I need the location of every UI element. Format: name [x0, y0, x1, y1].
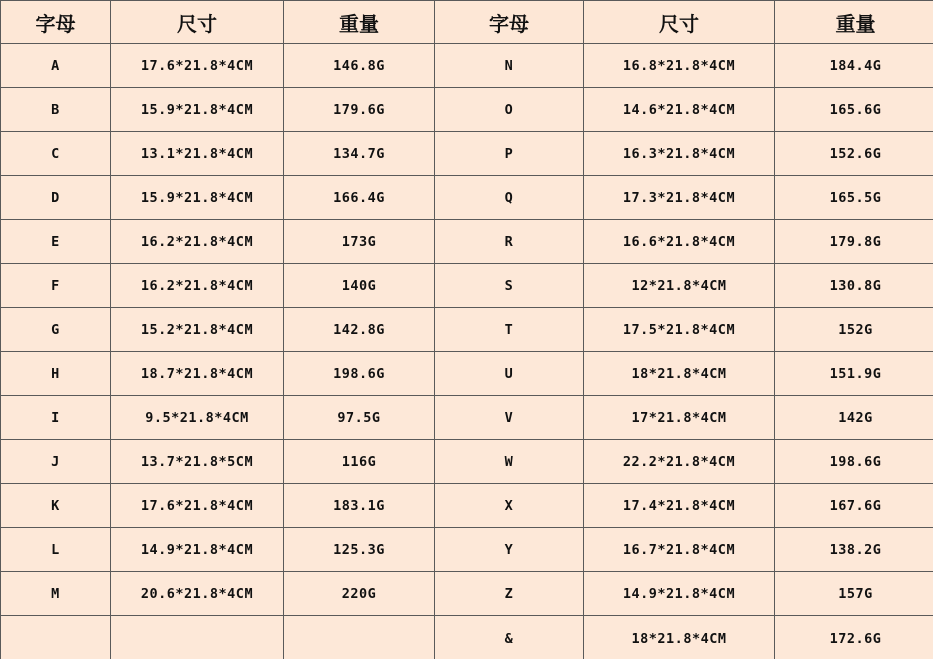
right-size-cell[interactable]: 12*21.8*4CM — [584, 264, 775, 308]
right-size-cell[interactable]: 16.8*21.8*4CM — [584, 44, 775, 88]
right-size-cell[interactable]: 17.5*21.8*4CM — [584, 308, 775, 352]
left-weight-cell[interactable]: 116G — [284, 440, 435, 484]
left-letter-cell[interactable]: E — [1, 220, 111, 264]
right-size-cell[interactable]: 16.6*21.8*4CM — [584, 220, 775, 264]
left-letter-cell[interactable]: F — [1, 264, 111, 308]
right-letter-cell[interactable]: W — [435, 440, 584, 484]
table-row — [1, 176, 933, 220]
right-size-cell[interactable]: 14.6*21.8*4CM — [584, 88, 775, 132]
right-weight-cell[interactable]: 172.6G — [775, 616, 933, 659]
right-size-cell[interactable]: 14.9*21.8*4CM — [584, 572, 775, 616]
table-row — [1, 220, 933, 264]
table-row — [1, 572, 933, 616]
right-weight-cell[interactable]: 138.2G — [775, 528, 933, 572]
table-row — [1, 88, 933, 132]
left-weight-cell[interactable]: 97.5G — [284, 396, 435, 440]
right-weight-cell[interactable]: 179.8G — [775, 220, 933, 264]
right-size-cell[interactable]: 16.3*21.8*4CM — [584, 132, 775, 176]
table-row — [1, 616, 933, 659]
header-weight-right[interactable]: 重量 — [775, 1, 933, 44]
header-size-right[interactable]: 尺寸 — [584, 1, 775, 44]
left-size-cell[interactable]: 16.2*21.8*4CM — [111, 220, 284, 264]
right-letter-cell[interactable]: O — [435, 88, 584, 132]
left-weight-cell[interactable]: 173G — [284, 220, 435, 264]
right-weight-cell[interactable]: 152.6G — [775, 132, 933, 176]
left-letter-cell[interactable]: B — [1, 88, 111, 132]
right-weight-cell[interactable]: 142G — [775, 396, 933, 440]
left-letter-cell[interactable]: C — [1, 132, 111, 176]
left-weight-cell[interactable] — [284, 616, 435, 659]
left-size-cell[interactable]: 15.2*21.8*4CM — [111, 308, 284, 352]
right-size-cell[interactable]: 18*21.8*4CM — [584, 352, 775, 396]
table-row — [1, 132, 933, 176]
left-weight-cell[interactable]: 146.8G — [284, 44, 435, 88]
header-row — [1, 1, 933, 44]
table-row — [1, 308, 933, 352]
table-row — [1, 440, 933, 484]
right-letter-cell[interactable]: N — [435, 44, 584, 88]
left-weight-cell[interactable]: 134.7G — [284, 132, 435, 176]
table-row — [1, 484, 933, 528]
header-weight-left[interactable]: 重量 — [284, 1, 435, 44]
left-weight-cell[interactable]: 166.4G — [284, 176, 435, 220]
left-letter-cell[interactable]: K — [1, 484, 111, 528]
right-weight-cell[interactable]: 184.4G — [775, 44, 933, 88]
right-letter-cell[interactable]: Z — [435, 572, 584, 616]
right-size-cell[interactable]: 17.3*21.8*4CM — [584, 176, 775, 220]
left-weight-cell[interactable]: 198.6G — [284, 352, 435, 396]
left-letter-cell[interactable]: H — [1, 352, 111, 396]
right-weight-cell[interactable]: 130.8G — [775, 264, 933, 308]
left-letter-cell[interactable]: M — [1, 572, 111, 616]
right-weight-cell[interactable]: 165.5G — [775, 176, 933, 220]
right-weight-cell[interactable]: 167.6G — [775, 484, 933, 528]
right-size-cell[interactable]: 22.2*21.8*4CM — [584, 440, 775, 484]
table-row — [1, 264, 933, 308]
right-weight-cell[interactable]: 157G — [775, 572, 933, 616]
right-weight-cell[interactable]: 165.6G — [775, 88, 933, 132]
header-letter-right[interactable]: 字母 — [435, 1, 584, 44]
left-size-cell[interactable]: 15.9*21.8*4CM — [111, 176, 284, 220]
left-size-cell[interactable]: 15.9*21.8*4CM — [111, 88, 284, 132]
left-weight-cell[interactable]: 140G — [284, 264, 435, 308]
left-size-cell[interactable]: 20.6*21.8*4CM — [111, 572, 284, 616]
table-body — [1, 44, 933, 659]
right-weight-cell[interactable]: 198.6G — [775, 440, 933, 484]
left-letter-cell[interactable]: D — [1, 176, 111, 220]
right-size-cell[interactable]: 17*21.8*4CM — [584, 396, 775, 440]
right-letter-cell[interactable]: T — [435, 308, 584, 352]
left-letter-cell[interactable]: I — [1, 396, 111, 440]
right-letter-cell[interactable]: S — [435, 264, 584, 308]
header-letter-left[interactable]: 字母 — [1, 1, 111, 44]
right-letter-cell[interactable]: R — [435, 220, 584, 264]
left-letter-cell[interactable]: J — [1, 440, 111, 484]
right-letter-cell[interactable]: X — [435, 484, 584, 528]
left-size-cell[interactable]: 17.6*21.8*4CM — [111, 44, 284, 88]
left-letter-cell[interactable] — [1, 616, 111, 659]
table-row — [1, 396, 933, 440]
left-weight-cell[interactable]: 183.1G — [284, 484, 435, 528]
right-size-cell[interactable]: 18*21.8*4CM — [584, 616, 775, 659]
left-weight-cell[interactable]: 142.8G — [284, 308, 435, 352]
table-row — [1, 44, 933, 88]
right-size-cell[interactable]: 17.4*21.8*4CM — [584, 484, 775, 528]
left-weight-cell[interactable]: 220G — [284, 572, 435, 616]
right-letter-cell[interactable]: U — [435, 352, 584, 396]
left-weight-cell[interactable]: 125.3G — [284, 528, 435, 572]
left-size-cell[interactable]: 18.7*21.8*4CM — [111, 352, 284, 396]
right-letter-cell[interactable]: Q — [435, 176, 584, 220]
left-size-cell[interactable]: 16.2*21.8*4CM — [111, 264, 284, 308]
right-weight-cell[interactable]: 152G — [775, 308, 933, 352]
right-letter-cell[interactable]: P — [435, 132, 584, 176]
right-letter-cell[interactable]: & — [435, 616, 584, 659]
left-size-cell[interactable]: 9.5*21.8*4CM — [111, 396, 284, 440]
left-size-cell[interactable]: 13.1*21.8*4CM — [111, 132, 284, 176]
right-letter-cell[interactable]: Y — [435, 528, 584, 572]
table-row — [1, 528, 933, 572]
left-letter-cell[interactable]: G — [1, 308, 111, 352]
left-letter-cell[interactable]: L — [1, 528, 111, 572]
left-size-cell[interactable]: 17.6*21.8*4CM — [111, 484, 284, 528]
right-weight-cell[interactable]: 151.9G — [775, 352, 933, 396]
left-size-cell[interactable]: 14.9*21.8*4CM — [111, 528, 284, 572]
left-size-cell[interactable]: 13.7*21.8*5CM — [111, 440, 284, 484]
left-letter-cell[interactable]: A — [1, 44, 111, 88]
right-size-cell[interactable]: 16.7*21.8*4CM — [584, 528, 775, 572]
left-weight-cell[interactable]: 179.6G — [284, 88, 435, 132]
table-row — [1, 352, 933, 396]
header-size-left[interactable]: 尺寸 — [111, 1, 284, 44]
right-letter-cell[interactable]: V — [435, 396, 584, 440]
left-size-cell[interactable] — [111, 616, 284, 659]
